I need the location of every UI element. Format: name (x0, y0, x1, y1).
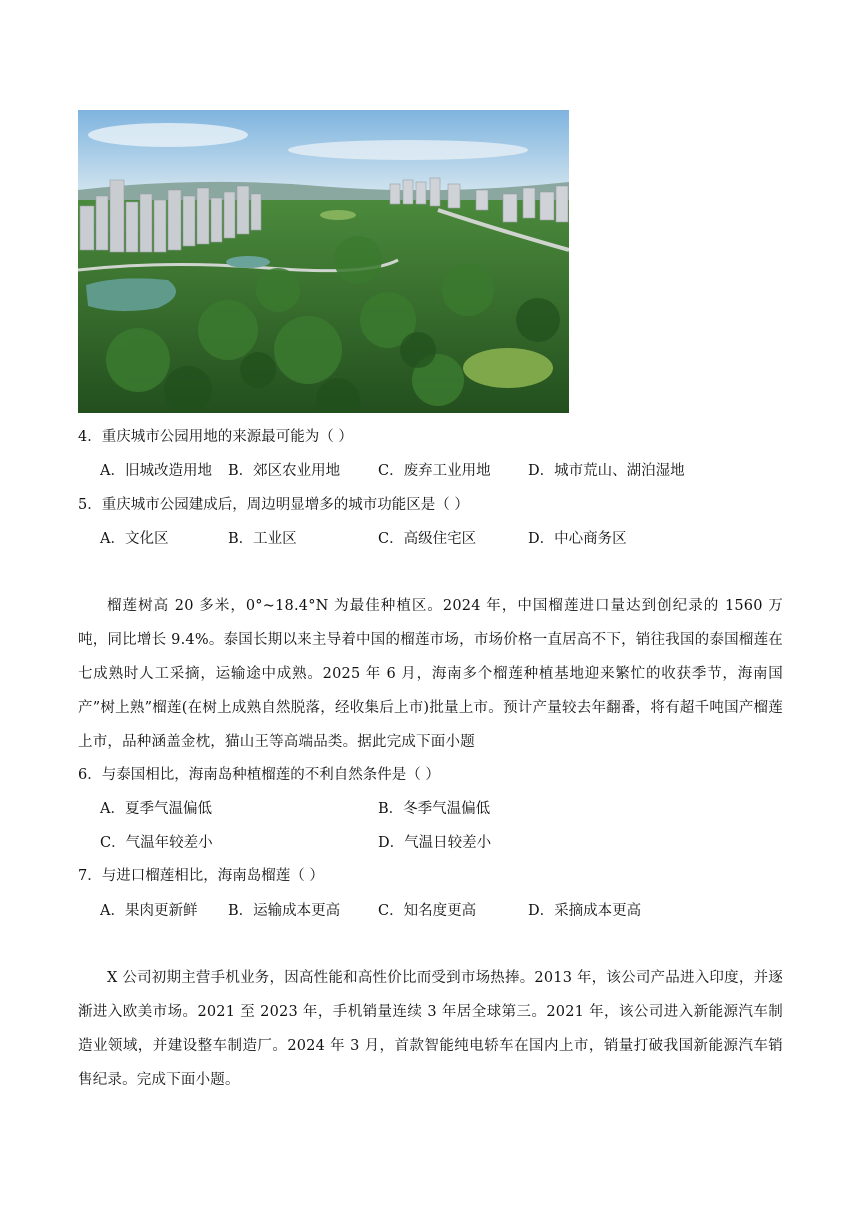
question-7-option-a[interactable]: A．果肉更新鲜 (100, 903, 198, 919)
question-7-stem: 7．与进口榴莲相比，海南岛榴莲（ ） (78, 868, 324, 884)
question-5-option-c[interactable]: C．高级住宅区 (378, 531, 477, 547)
question-6-option-c[interactable]: C．气温年较差小 (100, 835, 213, 851)
question-6-option-a[interactable]: A．夏季气温偏低 (100, 801, 212, 817)
park-aerial-illustration (78, 110, 569, 413)
question-6-option-d[interactable]: D．气温日较差小 (378, 835, 492, 851)
question-6-stem: 6．与泰国相比，海南岛种植榴莲的不利自然条件是（ ） (78, 767, 440, 783)
question-7-option-d[interactable]: D．采摘成本更高 (528, 903, 642, 919)
question-5-stem: 5．重庆城市公园建成后，周边明显增多的城市功能区是（ ） (78, 497, 469, 513)
question-4-stem: 4．重庆城市公园用地的来源最可能为（ ） (78, 429, 353, 445)
question-4-option-a[interactable]: A．旧城改造用地 (100, 463, 212, 479)
question-5-option-d[interactable]: D．中心商务区 (528, 531, 627, 547)
question-5-option-a[interactable]: A．文化区 (100, 531, 169, 547)
question-6-option-b[interactable]: B．冬季气温偏低 (378, 801, 491, 817)
question-4-option-c[interactable]: C．废弃工业用地 (378, 463, 491, 479)
question-4-option-d[interactable]: D．城市荒山、湖泊湿地 (528, 463, 685, 479)
question-7-option-b[interactable]: B．运输成本更高 (228, 903, 341, 919)
question-7-option-c[interactable]: C．知名度更高 (378, 903, 477, 919)
question-5-option-b[interactable]: B．工业区 (228, 531, 297, 547)
park-aerial-photo (78, 110, 569, 413)
company-passage: X 公司初期主营手机业务，因高性能和高性价比而受到市场热捧。2013 年，该公司产品进入印度，并逐渐进入欧美市场。2021 至 2023 年，手机销量连续 3 年居全球第三。2021 年，该公司进入新能源汽车制造业领域，并建设整车制造厂。2024 年 3 月，首款智能纯电轿车在国内上市，销量打破我国新能源汽车销售纪录。完成下面小题。 (78, 970, 783, 1088)
question-4-option-b[interactable]: B．郊区农业用地 (228, 463, 341, 479)
durian-passage: 榴莲树高 20 多米，0°~18.4°N 为最佳种植区。2024 年，中国榴莲进口量达到创纪录的 1560 万吨，同比增长 9.4%。泰国长期以来主导着中国的榴莲市场，市场价格一直居高不下，销往我国的泰国榴莲在七成熟时人工采摘，运输途中成熟。2025 年 6 月，海南多个榴莲种植基地迎来繁忙的收获季节，海南国产”树上熟”榴莲(在树上成熟自然脱落，经收集后上市)批量上市。预计产量较去年翻番，将有超千吨国产榴莲上市，品种涵盖金枕，猫山王等高端品类。据此完成下面小题 (78, 598, 783, 750)
